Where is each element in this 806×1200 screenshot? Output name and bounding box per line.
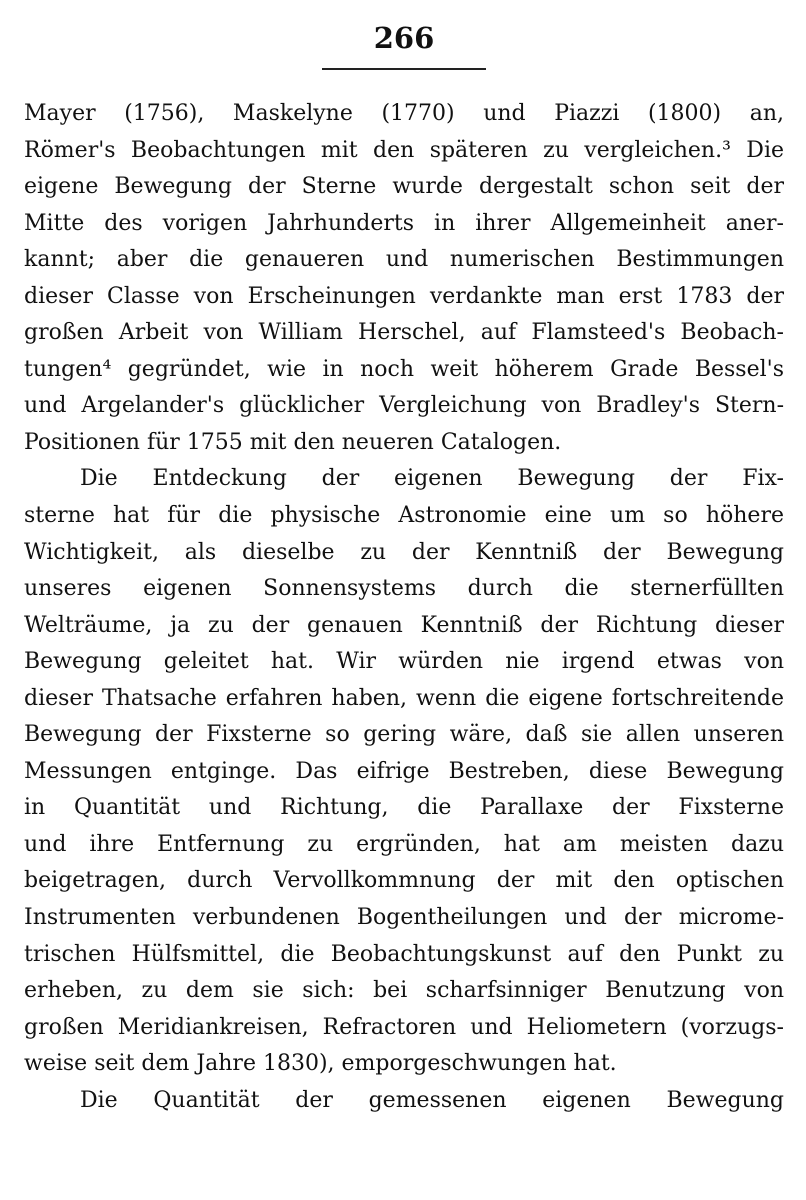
text-line: und ihre Entfernung zu ergründen, hat am meisten dazu: [24, 831, 784, 857]
text-line: Bewegung geleitet hat. Wir würden nie irgend etwas von: [24, 649, 784, 675]
text-line: erheben, zu dem sie sich: bei scharfsinniger Benutzung von: [24, 978, 784, 1004]
text-line: und Argelander's glücklicher Vergleichung von Bradley's Stern-: [24, 393, 784, 419]
text-line: beigetragen, durch Vervollkommnung der mit den optischen: [24, 868, 784, 894]
text-line: Römer's Beobachtungen mit den späteren zu vergleichen.³ Die: [24, 137, 784, 163]
text-line: in Quantität und Richtung, die Parallaxe der Fixsterne: [24, 795, 784, 821]
text-line: Wichtigkeit, als dieselbe zu der Kenntniß der Bewegung: [24, 539, 784, 565]
text-line: Bewegung der Fixsterne so gering wäre, daß sie allen unseren: [24, 722, 784, 748]
text-line: sterne hat für die physische Astronomie eine um so höhere: [24, 503, 784, 529]
text-line: Messungen entginge. Das eifrige Bestreben, diese Bewegung: [24, 758, 784, 784]
page-number: 266: [373, 21, 435, 55]
text-line: großen Arbeit von William Herschel, auf Flamsteed's Beobach-: [24, 320, 784, 346]
text-line: Positionen für 1755 mit den neueren Catalogen.: [24, 429, 562, 455]
text-line: Mayer (1756), Maskelyne (1770) und Piazzi (1800) an,: [24, 101, 784, 126]
text-line: dieser Thatsache erfahren haben, wenn die eigene fortschreitende: [24, 685, 784, 711]
text-line: trischen Hülfsmittel, die Beobachtungskunst auf den Punkt zu: [24, 941, 784, 967]
text-line: tungen⁴ gegründet, wie in noch weit höherem Grade Bessel's: [24, 356, 784, 382]
header-rule: [322, 68, 486, 70]
text-line: kannt; aber die genaueren und numerischen Bestimmungen: [24, 247, 784, 273]
body-text: [24, 96, 784, 1119]
text-line: Die Entdeckung der eigenen Bewegung der Fix-: [80, 466, 784, 492]
text-line: großen Meridiankreisen, Refractoren und Heliometern (vorzugs-: [24, 1014, 784, 1040]
text-line: eigene Bewegung der Sterne wurde dergestalt schon seit der: [24, 174, 784, 200]
text-line: weise seit dem Jahre 1830), emporgeschwungen hat.: [24, 1051, 617, 1077]
text-line: Instrumenten verbundenen Bogentheilungen und der microme-: [24, 905, 784, 931]
text-line: Die Quantität der gemessenen eigenen Bewegung: [80, 1087, 784, 1113]
text-line: Welträume, ja zu der genauen Kenntniß der Richtung dieser: [24, 612, 784, 638]
text-line: dieser Classe von Erscheinungen verdankte man erst 1783 der: [24, 283, 784, 309]
text-line: unseres eigenen Sonnensystems durch die sternerfüllten: [24, 576, 784, 602]
text-line: Mitte des vorigen Jahrhunderts in ihrer Allgemeinheit aner-: [24, 210, 784, 236]
